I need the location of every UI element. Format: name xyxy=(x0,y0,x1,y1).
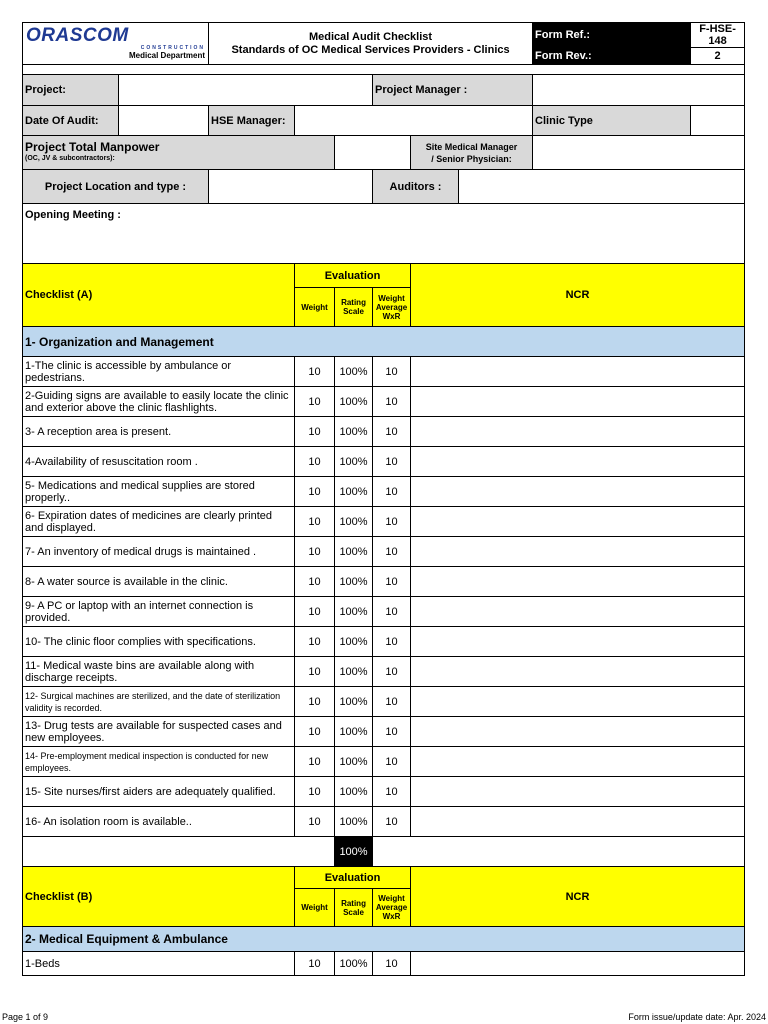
page-number: Page 1 of 9 xyxy=(2,1012,49,1022)
manpower-note: (OC, JV & subcontractors): xyxy=(25,154,115,162)
date-of-audit-field[interactable] xyxy=(119,106,209,136)
item-weight-average: 10 xyxy=(373,807,411,837)
item-rating: 100% xyxy=(335,447,373,477)
project-label: Project: xyxy=(23,75,119,106)
table-row xyxy=(23,717,745,747)
site-medical-manager-field[interactable] xyxy=(533,136,745,170)
ncr-field[interactable] xyxy=(411,952,745,976)
ncr-field[interactable] xyxy=(411,417,745,447)
item-weight: 10 xyxy=(295,417,335,447)
ncr-field[interactable] xyxy=(411,627,745,657)
ncr-field[interactable] xyxy=(411,807,745,837)
item-text: 8- A water source is available in the clinic. xyxy=(23,567,295,597)
weight-b-header: Weight xyxy=(295,889,335,927)
table-row xyxy=(23,687,745,717)
total-blank xyxy=(23,837,335,867)
item-weight-average: 10 xyxy=(373,627,411,657)
date-of-audit-label: Date Of Audit: xyxy=(23,106,119,136)
hse-manager-label: HSE Manager: xyxy=(209,106,295,136)
table-row xyxy=(23,507,745,537)
item-weight-average: 10 xyxy=(373,387,411,417)
item-weight: 10 xyxy=(295,687,335,717)
senior-physician-label: / Senior Physician: xyxy=(431,153,512,164)
manpower-label-cell xyxy=(23,136,335,170)
item-text: 13- Drug tests are available for suspected cases and new employees. xyxy=(23,717,295,747)
table-row xyxy=(23,417,745,447)
manpower-field[interactable] xyxy=(335,136,411,170)
section-a-heading: 1- Organization and Management xyxy=(23,327,745,357)
item-text: 5- Medications and medical supplies are stored properly.. xyxy=(23,477,295,507)
item-weight-average: 10 xyxy=(373,357,411,387)
total-a: 100% xyxy=(335,837,373,867)
ncr-b-label: NCR xyxy=(411,867,745,927)
opening-meeting-label: Opening Meeting : xyxy=(25,209,121,221)
item-text: 1-The clinic is accessible by ambulance or pedestrians. xyxy=(23,357,295,387)
item-rating: 100% xyxy=(335,357,373,387)
table-row xyxy=(23,747,745,777)
form-rev-label: Form Rev.: xyxy=(533,48,691,65)
table-row xyxy=(23,387,745,417)
item-rating: 100% xyxy=(335,952,373,976)
table-row xyxy=(23,807,745,837)
clinic-type-label: Clinic Type xyxy=(533,106,691,136)
item-weight-average: 10 xyxy=(373,687,411,717)
location-label: Project Location and type : xyxy=(23,170,209,204)
spacer-row xyxy=(23,65,745,75)
form-rev-value: 2 xyxy=(691,48,745,65)
table-row xyxy=(23,537,745,567)
item-weight-average: 10 xyxy=(373,417,411,447)
checklist-b-label: Checklist (B) xyxy=(23,867,295,927)
item-rating: 100% xyxy=(335,417,373,447)
form-subtitle: Standards of OC Medical Services Providers - Clinics xyxy=(231,43,510,56)
item-text: 14- Pre-employment medical inspection is conducted for new employees. xyxy=(23,747,295,777)
wavg-b-header: Weight Average WxR xyxy=(373,889,411,927)
ncr-field[interactable] xyxy=(411,537,745,567)
item-weight: 10 xyxy=(295,357,335,387)
item-weight: 10 xyxy=(295,717,335,747)
evaluation-b-label: Evaluation xyxy=(295,867,411,889)
item-weight: 10 xyxy=(295,747,335,777)
table-row xyxy=(23,447,745,477)
form-title: Medical Audit Checklist xyxy=(309,30,433,43)
total-spacer xyxy=(373,837,745,867)
table-row xyxy=(23,952,745,976)
table-row xyxy=(23,357,745,387)
project-field[interactable] xyxy=(119,75,373,106)
table-row xyxy=(23,627,745,657)
item-weight: 10 xyxy=(295,537,335,567)
item-weight: 10 xyxy=(295,777,335,807)
table-row xyxy=(23,567,745,597)
item-rating: 100% xyxy=(335,507,373,537)
item-text: 15- Site nurses/first aiders are adequately qualified. xyxy=(23,777,295,807)
checklist-b-items xyxy=(23,952,745,976)
item-text: 2-Guiding signs are available to easily locate the clinic and exterior above the clinic flashlights. xyxy=(23,387,295,417)
evaluation-a-label: Evaluation xyxy=(295,264,411,288)
ncr-field[interactable] xyxy=(411,477,745,507)
item-text: 10- The clinic floor complies with specifications. xyxy=(23,627,295,657)
rating-a-header: Rating Scale xyxy=(335,288,373,327)
item-weight: 10 xyxy=(295,627,335,657)
audit-form xyxy=(22,22,744,976)
audit-table xyxy=(22,22,745,976)
site-medical-manager-cell xyxy=(411,136,533,170)
item-rating: 100% xyxy=(335,477,373,507)
wavg-a-header: Weight Average WxR xyxy=(373,288,411,327)
location-field[interactable] xyxy=(209,170,373,204)
item-text: 1-Beds xyxy=(23,952,295,976)
item-weight: 10 xyxy=(295,567,335,597)
item-weight-average: 10 xyxy=(373,507,411,537)
hse-manager-field[interactable] xyxy=(295,106,533,136)
item-weight: 10 xyxy=(295,507,335,537)
item-weight: 10 xyxy=(295,952,335,976)
item-weight-average: 10 xyxy=(373,657,411,687)
ncr-field[interactable] xyxy=(411,507,745,537)
item-weight: 10 xyxy=(295,447,335,477)
checklist-a-label: Checklist (A) xyxy=(23,264,295,327)
item-weight-average: 10 xyxy=(373,537,411,567)
item-rating: 100% xyxy=(335,777,373,807)
table-row xyxy=(23,477,745,507)
checklist-a-items xyxy=(23,357,745,837)
item-text: 12- Surgical machines are sterilized, and the date of sterilization validity is recorded. xyxy=(23,687,295,717)
item-rating: 100% xyxy=(335,687,373,717)
item-rating: 100% xyxy=(335,657,373,687)
ncr-field[interactable] xyxy=(411,567,745,597)
item-weight: 10 xyxy=(295,477,335,507)
project-manager-field[interactable] xyxy=(533,75,745,106)
item-text: 4-Availability of resuscitation room . xyxy=(23,447,295,477)
item-text: 3- A reception area is present. xyxy=(23,417,295,447)
ncr-field[interactable] xyxy=(411,597,745,627)
item-weight: 10 xyxy=(295,597,335,627)
section-b-heading: 2- Medical Equipment & Ambulance xyxy=(23,927,745,952)
ncr-field[interactable] xyxy=(411,357,745,387)
item-weight-average: 10 xyxy=(373,777,411,807)
item-rating: 100% xyxy=(335,537,373,567)
item-weight-average: 10 xyxy=(373,952,411,976)
ncr-field[interactable] xyxy=(411,387,745,417)
item-weight: 10 xyxy=(295,387,335,417)
item-text: 7- An inventory of medical drugs is maintained . xyxy=(23,537,295,567)
ncr-a-label: NCR xyxy=(411,264,745,327)
item-weight-average: 10 xyxy=(373,477,411,507)
logo-sub: CONSTRUCTION xyxy=(140,44,206,51)
item-rating: 100% xyxy=(335,597,373,627)
item-text: 11- Medical waste bins are available along with discharge receipts. xyxy=(23,657,295,687)
clinic-type-field[interactable] xyxy=(691,106,745,136)
item-weight-average: 10 xyxy=(373,717,411,747)
table-row xyxy=(23,777,745,807)
item-rating: 100% xyxy=(335,387,373,417)
item-rating: 100% xyxy=(335,747,373,777)
item-weight-average: 10 xyxy=(373,447,411,477)
item-text: 16- An isolation room is available.. xyxy=(23,807,295,837)
rating-b-header: Rating Scale xyxy=(335,889,373,927)
item-weight-average: 10 xyxy=(373,567,411,597)
ncr-field[interactable] xyxy=(411,447,745,477)
ncr-field[interactable] xyxy=(411,657,745,687)
manpower-label: Project Total Manpower xyxy=(25,139,160,154)
auditors-field[interactable] xyxy=(459,170,745,204)
project-manager-label: Project Manager : xyxy=(373,75,533,106)
logo-text: ORASCOM xyxy=(26,24,129,46)
item-rating: 100% xyxy=(335,807,373,837)
item-text: 6- Expiration dates of medicines are clearly printed and displayed. xyxy=(23,507,295,537)
item-weight: 10 xyxy=(295,657,335,687)
table-row xyxy=(23,597,745,627)
item-weight-average: 10 xyxy=(373,597,411,627)
department-label: Medical Department xyxy=(128,50,206,60)
form-title-cell xyxy=(209,23,533,65)
item-rating: 100% xyxy=(335,567,373,597)
form-ref-value: F-HSE-148 xyxy=(691,23,745,48)
item-weight: 10 xyxy=(295,807,335,837)
opening-meeting-field[interactable] xyxy=(23,204,745,264)
logo xyxy=(23,23,209,65)
item-rating: 100% xyxy=(335,717,373,747)
auditors-label: Auditors : xyxy=(373,170,459,204)
weight-a-header: Weight xyxy=(295,288,335,327)
ncr-field[interactable] xyxy=(411,717,745,747)
issue-date: Form issue/update date: Apr. 2024 xyxy=(628,1012,766,1022)
ncr-field[interactable] xyxy=(411,777,745,807)
item-rating: 100% xyxy=(335,627,373,657)
form-ref-label: Form Ref.: xyxy=(533,23,691,48)
ncr-field[interactable] xyxy=(411,687,745,717)
item-weight-average: 10 xyxy=(373,747,411,777)
item-text: 9- A PC or laptop with an internet connection is provided. xyxy=(23,597,295,627)
table-row xyxy=(23,657,745,687)
site-medical-manager-label: Site Medical Manager xyxy=(425,141,518,152)
ncr-field[interactable] xyxy=(411,747,745,777)
